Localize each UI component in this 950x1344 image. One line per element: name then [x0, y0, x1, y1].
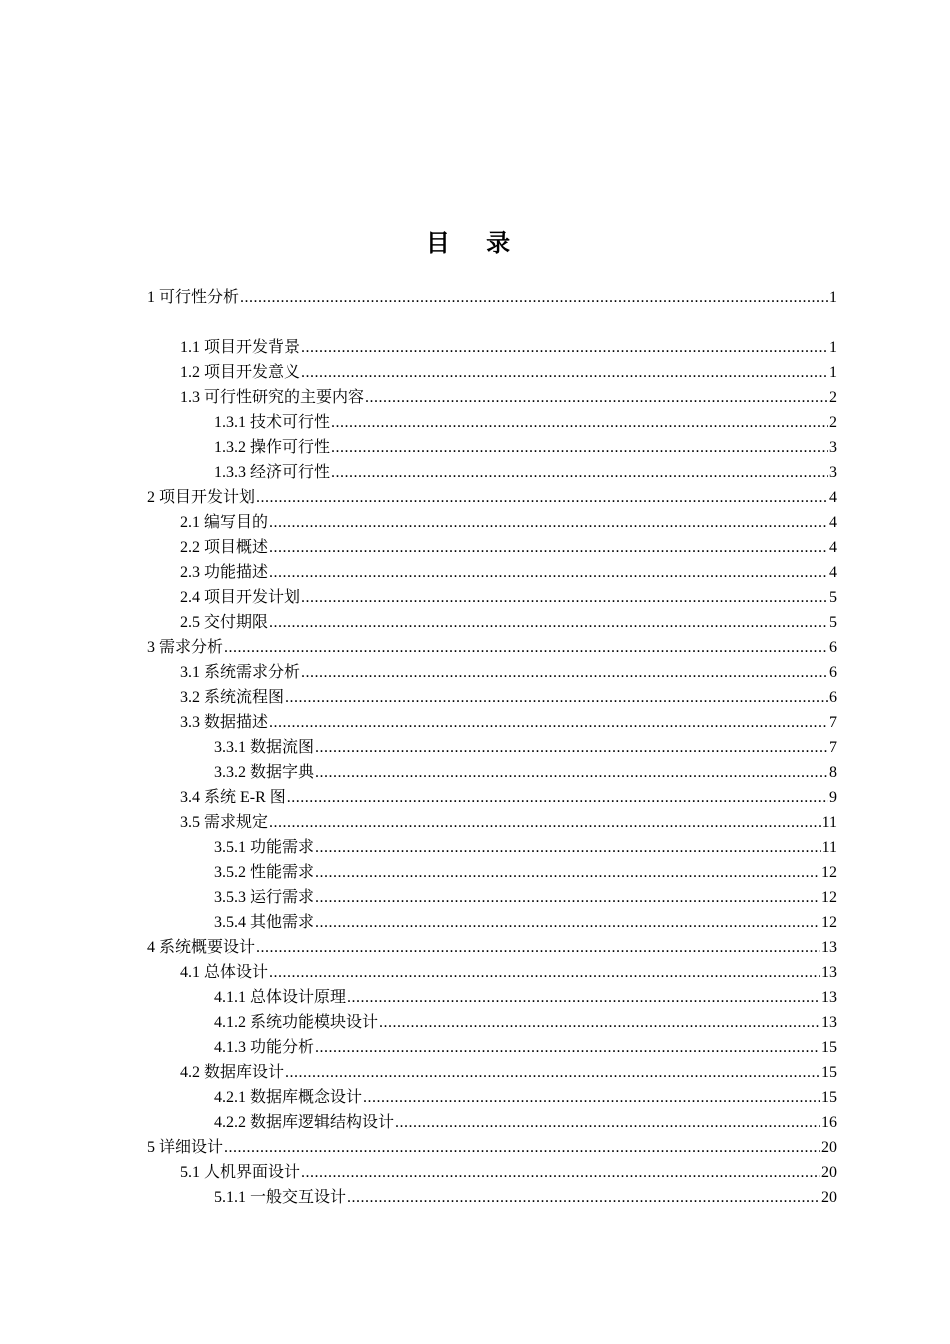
dot-leader [269, 710, 828, 735]
dot-leader [285, 685, 828, 710]
dot-leader [301, 360, 828, 385]
dot-leader [331, 435, 828, 460]
toc-entry[interactable] [147, 1185, 837, 1210]
toc-entry-page-number: 3 [829, 464, 837, 481]
dot-leader [269, 510, 828, 535]
toc-entry[interactable] [147, 810, 837, 835]
toc-entry-label: 4.2 数据库设计 [180, 1064, 285, 1081]
dot-leader [331, 410, 828, 435]
toc-entry-page-number: 13 [821, 1014, 837, 1031]
toc-entry-label: 3.3.2 数据字典 [214, 764, 315, 781]
toc-entry-page-number: 6 [829, 639, 837, 656]
toc-entry-page-number: 15 [821, 1039, 837, 1056]
toc-entry-label: 3.5 需求规定 [180, 814, 269, 831]
toc-entry-label: 1.3.3 经济可行性 [214, 464, 331, 481]
page-title: 目 录 [425, 229, 525, 257]
toc-entry[interactable] [147, 560, 837, 585]
dot-leader [315, 910, 820, 935]
dot-leader [269, 960, 820, 985]
toc-entry-label: 1.2 项目开发意义 [180, 364, 301, 381]
toc-entry-label: 2.3 功能描述 [180, 564, 269, 581]
toc-entry-page-number: 20 [821, 1164, 837, 1181]
toc-entry[interactable] [147, 535, 837, 560]
toc-entry-label: 5 详细设计 [147, 1139, 224, 1156]
toc-entry[interactable] [147, 735, 837, 760]
toc-entry-label: 2.5 交付期限 [180, 614, 269, 631]
toc-entry[interactable] [147, 935, 837, 960]
toc-entry-page-number: 4 [829, 539, 837, 556]
dot-leader [315, 760, 828, 785]
toc-entry-label: 2 项目开发计划 [147, 489, 256, 506]
toc-entry-page-number: 7 [829, 739, 837, 756]
toc-entry-label: 4.1.1 总体设计原理 [214, 989, 347, 1006]
dot-leader [224, 1135, 820, 1160]
toc-entry-label: 1.1 项目开发背景 [180, 339, 301, 356]
toc-entry-page-number: 13 [821, 989, 837, 1006]
toc-entry[interactable] [147, 710, 837, 735]
dot-leader [331, 460, 828, 485]
toc-entry-page-number: 6 [829, 689, 837, 706]
dot-leader [224, 635, 828, 660]
toc-entry[interactable] [147, 510, 837, 535]
toc-entry[interactable] [147, 760, 837, 785]
toc-entry-label: 3.3.1 数据流图 [214, 739, 315, 756]
toc-entry[interactable] [147, 1060, 837, 1085]
dot-leader [347, 1185, 820, 1210]
toc-entry[interactable] [147, 960, 837, 985]
dot-leader [315, 735, 828, 760]
dot-leader [287, 785, 828, 810]
toc-entry[interactable] [147, 360, 837, 385]
toc-entry-label: 3.5.2 性能需求 [214, 864, 315, 881]
toc-entry-page-number: 8 [829, 764, 837, 781]
toc-entry-page-number: 20 [821, 1189, 837, 1206]
toc-entry[interactable] [147, 660, 837, 685]
dot-leader [365, 385, 828, 410]
toc-entry-page-number: 13 [821, 964, 837, 981]
toc-entry-page-number: 11 [821, 814, 837, 831]
toc-entry-page-number: 1 [829, 364, 837, 381]
toc-entry-label: 3.5.4 其他需求 [214, 914, 315, 931]
toc-entry-page-number: 11 [821, 839, 837, 856]
toc-entry[interactable] [147, 410, 837, 435]
toc-entry-label: 3.4 系统 E-R 图 [180, 789, 286, 806]
toc-entry-label: 4 系统概要设计 [147, 939, 256, 956]
toc-entry-label: 3 需求分析 [147, 639, 224, 656]
toc-entry-label: 2.4 项目开发计划 [180, 589, 301, 606]
toc-entry[interactable] [147, 885, 837, 910]
toc-entry-label: 3.1 系统需求分析 [180, 664, 301, 681]
toc-entry-label: 3.5.1 功能需求 [214, 839, 315, 856]
toc-entry[interactable] [147, 835, 837, 860]
toc-entry-page-number: 16 [821, 1114, 837, 1131]
toc-entry-page-number: 6 [829, 664, 837, 681]
toc-entry-label: 5.1 人机界面设计 [180, 1164, 301, 1181]
toc-entry[interactable] [147, 485, 837, 510]
dot-leader [301, 585, 828, 610]
toc-entry-page-number: 13 [821, 939, 837, 956]
toc-entry-page-number: 12 [821, 914, 837, 931]
table-of-contents [147, 285, 837, 1210]
toc-entry-label: 1.3.2 操作可行性 [214, 439, 331, 456]
toc-entry-label: 4.1.2 系统功能模块设计 [214, 1014, 379, 1031]
toc-entry[interactable] [147, 1135, 837, 1160]
toc-entry[interactable] [147, 1035, 837, 1060]
toc-entry-page-number: 1 [829, 289, 837, 306]
toc-entry-page-number: 4 [829, 514, 837, 531]
toc-entry-page-number: 2 [829, 389, 837, 406]
toc-entry[interactable] [147, 1160, 837, 1185]
toc-entry[interactable] [147, 985, 837, 1010]
toc-entry-label: 4.1.3 功能分析 [214, 1039, 315, 1056]
toc-entry[interactable] [147, 1110, 837, 1135]
dot-leader [315, 835, 821, 860]
toc-entry-label: 2.1 编写目的 [180, 514, 269, 531]
toc-entry-label: 2.2 项目概述 [180, 539, 269, 556]
dot-leader [301, 1160, 820, 1185]
toc-entry[interactable] [147, 860, 837, 885]
toc-entry-label: 3.3 数据描述 [180, 714, 269, 731]
toc-entry-page-number: 3 [829, 439, 837, 456]
toc-entry-label: 4.1 总体设计 [180, 964, 269, 981]
toc-entry[interactable] [147, 385, 837, 410]
toc-entry-label: 4.2.1 数据库概念设计 [214, 1089, 363, 1106]
dot-leader [256, 935, 820, 960]
dot-leader [379, 1010, 820, 1035]
toc-entry[interactable] [147, 435, 837, 460]
dot-leader [256, 485, 828, 510]
toc-entry-page-number: 12 [821, 864, 837, 881]
dot-leader [315, 885, 820, 910]
toc-entry[interactable] [147, 785, 837, 810]
toc-entry[interactable] [147, 610, 837, 635]
toc-entry[interactable] [147, 1085, 837, 1110]
toc-entry-page-number: 15 [821, 1064, 837, 1081]
toc-entry-page-number: 9 [829, 789, 837, 806]
toc-entry-page-number: 5 [829, 614, 837, 631]
dot-leader [240, 285, 828, 310]
toc-entry[interactable] [147, 685, 837, 710]
toc-entry-label: 5.1.1 一般交互设计 [214, 1189, 347, 1206]
dot-leader [269, 535, 828, 560]
toc-entry[interactable] [147, 635, 837, 660]
dot-leader [315, 860, 820, 885]
dot-leader [269, 810, 821, 835]
dot-leader [285, 1060, 820, 1085]
dot-leader [315, 1035, 820, 1060]
toc-entry-page-number: 5 [829, 589, 837, 606]
dot-leader [347, 985, 820, 1010]
toc-entry-label: 4.2.2 数据库逻辑结构设计 [214, 1114, 395, 1131]
toc-entry-label: 3.5.3 运行需求 [214, 889, 315, 906]
dot-leader [301, 335, 828, 360]
toc-entry[interactable] [147, 1010, 837, 1035]
toc-entry[interactable] [147, 460, 837, 485]
dot-leader [269, 560, 828, 585]
toc-entry[interactable] [147, 910, 837, 935]
toc-entry-page-number: 4 [829, 564, 837, 581]
toc-entry-label: 3.2 系统流程图 [180, 689, 285, 706]
dot-leader [395, 1110, 820, 1135]
toc-entry-page-number: 7 [829, 714, 837, 731]
toc-entry-page-number: 2 [829, 414, 837, 431]
toc-entry-label: 1.3 可行性研究的主要内容 [180, 389, 365, 406]
toc-entry-page-number: 1 [829, 339, 837, 356]
toc-entry-page-number: 4 [829, 489, 837, 506]
toc-entry-page-number: 20 [821, 1139, 837, 1156]
dot-leader [301, 660, 828, 685]
toc-entry[interactable] [147, 285, 837, 310]
toc-entry-page-number: 12 [821, 889, 837, 906]
toc-entry[interactable] [147, 335, 837, 360]
toc-entry-label: 1.3.1 技术可行性 [214, 414, 331, 431]
dot-leader [269, 610, 828, 635]
dot-leader [363, 1085, 820, 1110]
toc-entry-page-number: 15 [821, 1089, 837, 1106]
toc-entry[interactable] [147, 585, 837, 610]
toc-entry-label: 1 可行性分析 [147, 289, 240, 306]
